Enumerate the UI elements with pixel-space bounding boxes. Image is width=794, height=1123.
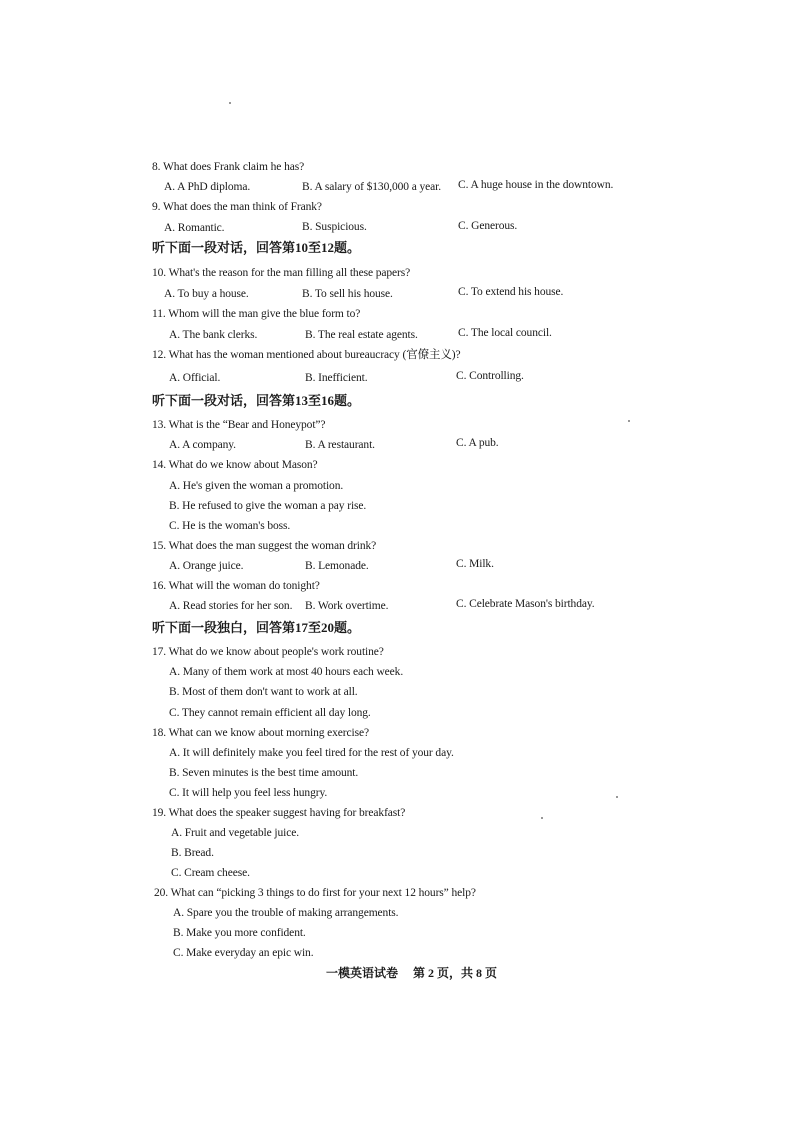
question-20-stem: 20. What can “picking 3 things to do first for your next 12 hours” help? [154,887,476,899]
question-9-option-b: B. Suspicious. [302,221,367,233]
question-10-stem: 10. What's the reason for the man filling all these papers? [152,267,411,279]
scan-speck [541,817,543,819]
question-18-option-a: A. It will definitely make you feel tired for the rest of your day. [169,747,454,759]
question-12-stem: 12. What has the woman mentioned about bureaucracy (官僚主义)? [152,349,461,361]
section-heading-13-16: 听下面一段对话，回答第13至16题。 [152,393,361,408]
question-14-option-a: A. He's given the woman a promotion. [169,480,344,492]
question-17-option-c: C. They cannot remain efficient all day long. [169,707,371,719]
question-9-stem: 9. What does the man think of Frank? [152,201,322,213]
question-13-option-b: B. A restaurant. [305,439,375,451]
section-heading-17-20: 听下面一段独白，回答第17至20题。 [152,620,361,635]
question-19-option-b: B. Bread. [171,847,214,859]
question-13-option-a: A. A company. [169,439,236,451]
question-14-option-c: C. He is the woman's boss. [169,520,291,532]
question-11-option-c: C. The local council. [458,327,552,339]
question-9-option-c: C. Generous. [458,220,518,232]
question-8-option-b: B. A salary of $130,000 a year. [302,181,442,193]
question-18-option-c: C. It will help you feel less hungry. [169,787,328,799]
question-11-stem: 11. Whom will the man give the blue form to? [152,308,361,320]
scan-speck [616,796,618,798]
question-15-option-b: B. Lemonade. [305,560,369,572]
question-17-option-b: B. Most of them don't want to work at all. [169,686,358,698]
question-8-option-a: A. A PhD diploma. [164,181,251,193]
question-20-option-a: A. Spare you the trouble of making arrangements. [173,907,399,919]
question-19-stem: 19. What does the speaker suggest having for breakfast? [152,807,406,819]
question-11-option-a: A. The bank clerks. [169,329,258,341]
question-8-stem: 8. What does Frank claim he has? [152,161,305,173]
question-16-stem: 16. What will the woman do tonight? [152,580,320,592]
question-16-option-c: C. Celebrate Mason's birthday. [456,598,595,610]
question-8-option-c: C. A huge house in the downtown. [458,179,614,191]
question-18-option-b: B. Seven minutes is the best time amount. [169,767,359,779]
footer-exam-name: 一模英语试卷 [326,966,399,980]
question-15-option-c: C. Milk. [456,558,494,570]
question-15-option-a: A. Orange juice. [169,560,244,572]
question-9-option-a: A. Romantic. [164,222,225,234]
question-19-option-c: C. Cream cheese. [171,867,250,879]
scan-speck [628,420,630,422]
question-20-option-b: B. Make you more confident. [173,927,306,939]
scan-speck [229,102,231,104]
question-10-option-c: C. To extend his house. [458,286,564,298]
question-17-stem: 17. What do we know about people's work routine? [152,646,384,658]
question-12-option-c: C. Controlling. [456,370,524,382]
question-14-option-b: B. He refused to give the woman a pay rise. [169,500,367,512]
question-12-option-a: A. Official. [169,372,221,384]
question-17-option-a: A. Many of them work at most 40 hours each week. [169,666,404,678]
question-19-option-a: A. Fruit and vegetable juice. [171,827,300,839]
question-13-stem: 13. What is the “Bear and Honeypot”? [152,419,326,431]
question-20-option-c: C. Make everyday an epic win. [173,947,314,959]
question-12-option-b: B. Inefficient. [305,372,368,384]
question-16-option-b: B. Work overtime. [305,600,389,612]
question-18-stem: 18. What can we know about morning exercise? [152,727,370,739]
section-heading-10-12: 听下面一段对话，回答第10至12题。 [152,240,361,255]
question-15-stem: 15. What does the man suggest the woman drink? [152,540,377,552]
question-10-option-b: B. To sell his house. [302,288,393,300]
question-14-stem: 14. What do we know about Mason? [152,459,318,471]
question-11-option-b: B. The real estate agents. [305,329,418,341]
footer-page-info: 第 2 页，共 8 页 [413,966,498,980]
question-10-option-a: A. To buy a house. [164,288,249,300]
question-16-option-a: A. Read stories for her son. [169,600,293,612]
question-13-option-c: C. A pub. [456,437,499,449]
